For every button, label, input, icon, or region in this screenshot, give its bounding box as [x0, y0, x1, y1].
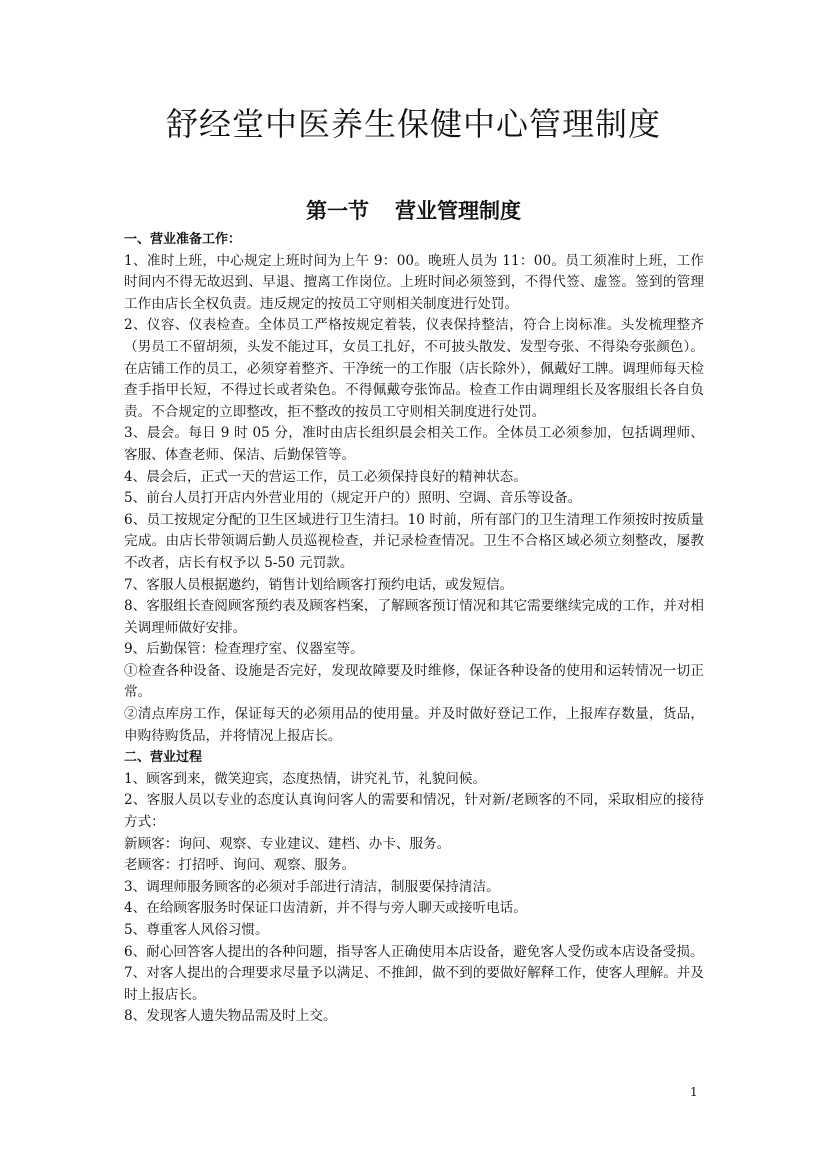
section-heading: 一、营业准备工作： — [124, 232, 242, 247]
paragraph: 6、员工按规定分配的卫生区域进行卫生清扫。10 时前，所有部门的卫生清理工作须按时按质量完成。由店长带领调后勤人员巡视检查，并记录检查情况。卫生不合格区域必须立刻整改，屡教不改者，店长有权予以 5-50 元罚款。 — [124, 511, 704, 571]
paragraph: 6、耐心回答客人提出的各种问题，指导客人正确使用本店设备，避免客人受伤或本店设备受损。 — [124, 943, 704, 960]
paragraph: 3、晨会。每日 9 时 05 分，准时由店长组织晨会相关工作。全体员工必须参加，包括调理师、客服、体查老师、保洁、后勤保管等。 — [124, 425, 704, 463]
section-number: 第一节 — [306, 199, 369, 223]
section-title — [0, 196, 827, 226]
paragraph: 老顾客：打招呼、询问、观察、服务。 — [124, 857, 356, 874]
section-heading: 二、营业过程 — [124, 750, 203, 766]
paragraph: 8、客服组长查阅顾客预约表及顾客档案，了解顾客预订情况和其它需要继续完成的工作，并对相关调理师做好安排。 — [124, 598, 704, 636]
paragraph: 2、仪容、仪表检查。全体员工严格按规定着装，仪表保持整洁，符合上岗标准。头发梳理整齐（男员工不留胡须，头发不能过耳，女员工扎好，不可披头散发、发型夸张、不得染夸张颜色）。在店铺工作的员工，必须穿着整齐、干净统一的工作服（店长除外），佩戴好工牌。调理师每天检查手指甲长短，不得过长或者染色。不得佩戴夸张饰品。检查工作由调理组长及客服组长各自负责。不合规定的立即整改，拒不整改的按员工守则相关制度进行处罚。 — [124, 317, 704, 420]
paragraph: 9、后勤保管：检查理疗室、仪器室等。 — [124, 641, 364, 658]
paragraph: ①检查各种设备、设施是否完好，发现故障要及时维修，保证各种设备的使用和运转情况一切正常。 — [124, 662, 704, 701]
paragraph: 1、顾客到来，微笑迎宾，态度热情，讲究礼节，礼貌问候。 — [124, 770, 487, 787]
paragraph: 新顾客：询问、观察、专业建议、建档、办卡、服务。 — [124, 835, 451, 852]
paragraph: 7、对客人提出的合理要求尽量予以满足、不推卸，做不到的要做好解释工作，使客人理解。并及时上报店长。 — [124, 965, 704, 1003]
paragraph: 3、调理师服务顾客的必须对手部进行清洁，制服要保持清洁。 — [124, 878, 500, 895]
paragraph: ②清点库房工作，保证每天的必须用品的使用量。并及时做好登记工作，上报库存数量，货品，申购待购货品，并将情况上报店长。 — [124, 706, 704, 744]
paragraph: 4、晨会后，正式一天的营运工作，员工必须保持良好的精神状态。 — [124, 468, 527, 485]
document-body — [124, 229, 704, 1028]
page-number: 1 — [690, 1085, 698, 1099]
document-title: 舒经堂中医养生保健中心管理制度 — [165, 105, 661, 143]
paragraph: 5、尊重客人风俗习惯。 — [124, 922, 269, 938]
paragraph: 1、准时上班，中心规定上班时间为上午 9：00。晚班人员为 11：00。员工须准时上班，工作时间内不得无故迟到、早退、擅离工作岗位。上班时间必须签到，不得代签、虚签。签到的管理工作由店长全权负责。违反规定的按员工守则相关制度进行处罚。 — [124, 252, 704, 312]
section-name: 营业管理制度 — [395, 199, 521, 223]
paragraph: 5、前台人员打开店内外营业用的（规定开户的）照明、空调、音乐等设备。 — [124, 490, 582, 507]
paragraph: 4、在给顾客服务时保证口齿清新，并不得与旁人聊天或接听电话。 — [124, 900, 527, 917]
paragraph: 8、发现客人遗失物品需及时上交。 — [124, 1008, 337, 1025]
paragraph: 7、客服人员根据邀约，销售计划给顾客打预约电话，或发短信。 — [124, 576, 514, 593]
paragraph: 2、客服人员以专业的态度认真询问客人的需要和情况，针对新/老顾客的不同，采取相应的接待方式： — [124, 792, 704, 831]
